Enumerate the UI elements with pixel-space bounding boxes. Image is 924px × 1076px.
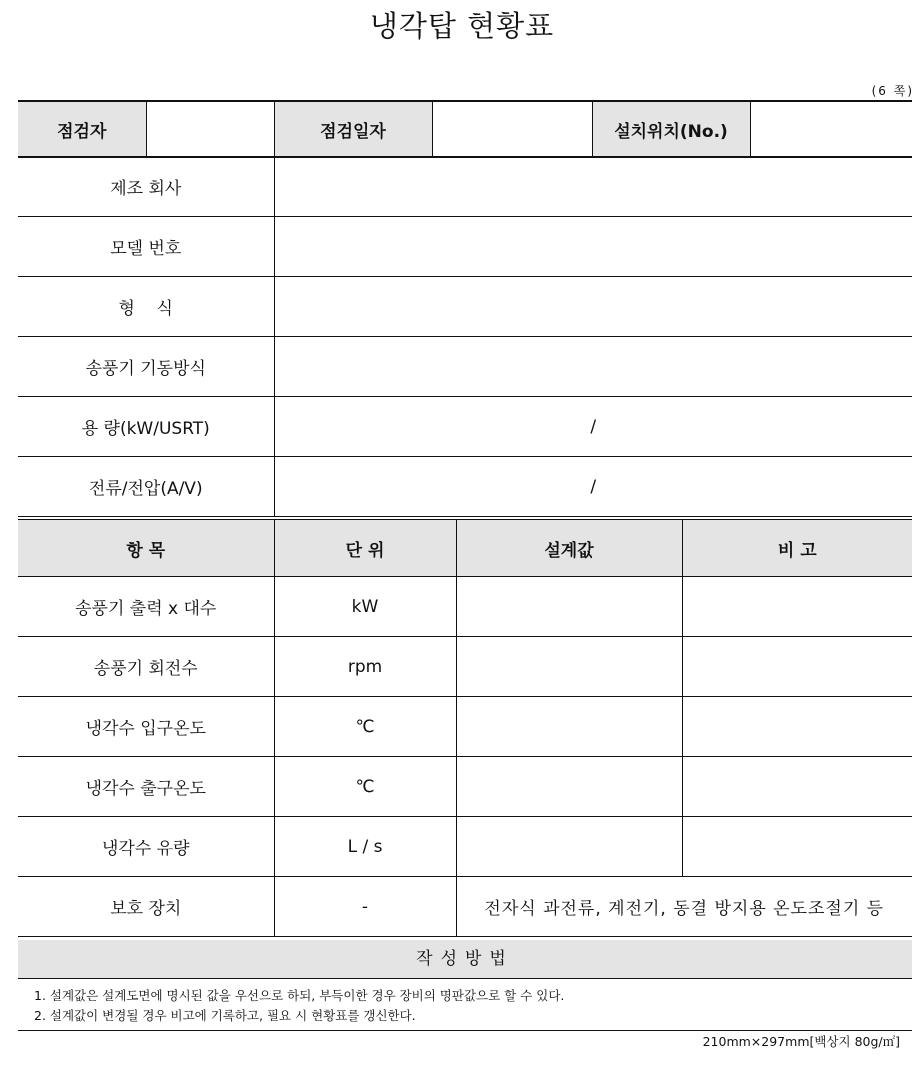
remark-field[interactable] bbox=[682, 757, 912, 817]
fan-start-method-field[interactable] bbox=[274, 337, 912, 397]
note-line: 2. 설계값이 변경될 경우 비고에 기록하고, 필요 시 현황표를 갱신한다. bbox=[34, 1008, 416, 1023]
equipment-info-table bbox=[18, 156, 912, 517]
remark-field[interactable] bbox=[682, 637, 912, 697]
design-value-field[interactable] bbox=[456, 697, 682, 757]
table-row bbox=[18, 697, 912, 757]
inspection-date-field[interactable] bbox=[432, 101, 592, 158]
remark-column-header: 비 고 bbox=[682, 520, 912, 577]
unit-cell: ℃ bbox=[274, 697, 456, 757]
type-field[interactable] bbox=[274, 277, 912, 337]
inspection-date-label: 점검일자 bbox=[274, 101, 432, 158]
unit-cell: ℃ bbox=[274, 757, 456, 817]
note-line: 1. 설계값은 설계도면에 명시된 값을 우선으로 하되, 부득이한 경우 장비의 명판값으로 할 수 있다. bbox=[34, 988, 565, 1003]
page-number: (6 쪽) bbox=[871, 84, 914, 98]
remark-field[interactable] bbox=[682, 817, 912, 877]
info-row bbox=[18, 277, 912, 337]
remark-field[interactable] bbox=[682, 697, 912, 757]
info-row bbox=[18, 217, 912, 277]
items-header-row bbox=[18, 520, 912, 577]
footer-divider bbox=[18, 1030, 912, 1031]
type-label: 형 식 bbox=[18, 277, 274, 337]
protection-unit: - bbox=[274, 877, 456, 937]
item-cell: 냉각수 입구온도 bbox=[18, 697, 274, 757]
location-label: 설치위치(No.) bbox=[592, 101, 750, 158]
protection-value: 전자식 과전류, 계전기, 동결 방지용 온도조절기 등 bbox=[456, 877, 912, 937]
items-table bbox=[18, 519, 912, 937]
capacity-field[interactable]: / bbox=[274, 397, 912, 457]
design-value-field[interactable] bbox=[456, 757, 682, 817]
unit-cell: kW bbox=[274, 577, 456, 637]
fan-start-method-label: 송풍기 기동방식 bbox=[18, 337, 274, 397]
capacity-label: 용 량(kW/USRT) bbox=[18, 397, 274, 457]
table-row bbox=[18, 637, 912, 697]
table-row bbox=[18, 577, 912, 637]
item-cell: 냉각수 유량 bbox=[18, 817, 274, 877]
model-number-field[interactable] bbox=[274, 217, 912, 277]
table-row bbox=[18, 817, 912, 877]
design-value-field[interactable] bbox=[456, 637, 682, 697]
info-row bbox=[18, 157, 912, 217]
info-row bbox=[18, 457, 912, 517]
item-column-header: 항 목 bbox=[18, 520, 274, 577]
remark-field[interactable] bbox=[682, 577, 912, 637]
design-value-field[interactable] bbox=[456, 817, 682, 877]
inspection-header-table bbox=[18, 100, 912, 158]
manufacturer-label: 제조 회사 bbox=[18, 157, 274, 217]
unit-cell: rpm bbox=[274, 637, 456, 697]
design-value-column-header: 설계값 bbox=[456, 520, 682, 577]
inspector-label: 점검자 bbox=[18, 101, 146, 158]
protection-label: 보호 장치 bbox=[18, 877, 274, 937]
design-value-field[interactable] bbox=[456, 577, 682, 637]
info-row bbox=[18, 397, 912, 457]
location-field[interactable] bbox=[750, 101, 912, 158]
info-row bbox=[18, 337, 912, 397]
current-voltage-label: 전류/전압(A/V) bbox=[18, 457, 274, 517]
current-voltage-field[interactable]: / bbox=[274, 457, 912, 517]
instructions-notes bbox=[34, 986, 564, 1026]
model-number-label: 모델 번호 bbox=[18, 217, 274, 277]
table-row bbox=[18, 757, 912, 817]
item-cell: 송풍기 출력 x 대수 bbox=[18, 577, 274, 637]
unit-column-header: 단 위 bbox=[274, 520, 456, 577]
item-cell: 냉각수 출구온도 bbox=[18, 757, 274, 817]
method-section-title: 작성방법 bbox=[18, 940, 912, 979]
manufacturer-field[interactable] bbox=[274, 157, 912, 217]
paper-spec: 210mm×297mm[백상지 80g/㎡] bbox=[702, 1034, 900, 1049]
protection-row bbox=[18, 877, 912, 937]
page-title: 냉각탑 현황표 bbox=[369, 9, 555, 43]
unit-cell: L / s bbox=[274, 817, 456, 877]
inspector-field[interactable] bbox=[146, 101, 274, 158]
item-cell: 송풍기 회전수 bbox=[18, 637, 274, 697]
